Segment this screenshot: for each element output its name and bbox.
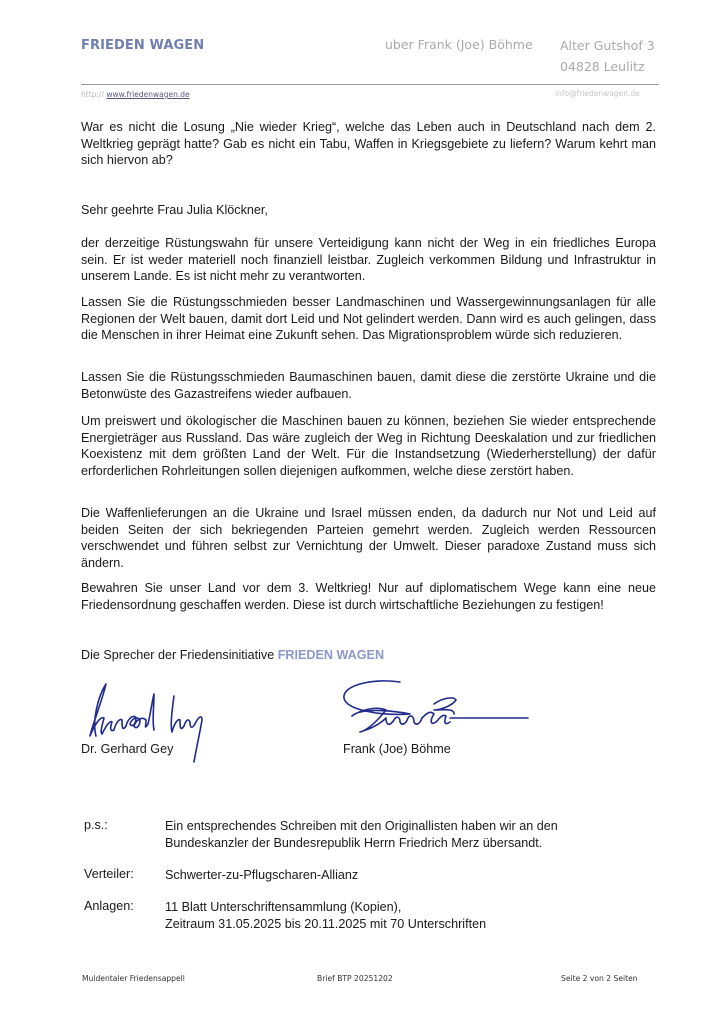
web-prefix: http://: [81, 90, 104, 99]
verteiler-label: Verteiler:: [84, 867, 134, 881]
footer-page-number: Seite 2 von 2 Seiten: [561, 974, 638, 983]
closing-brand: FRIEDEN WAGEN: [277, 648, 385, 662]
ps-line: Bundeskanzler der Bundesrepublik Herrn Friedrich Merz übersandt.: [165, 835, 543, 850]
ps-label: p.s.:: [84, 818, 108, 832]
letterhead-brand: FRIEDEN WAGEN: [81, 38, 205, 53]
anlagen-text: [165, 899, 486, 932]
signatory-name: Dr. Gerhard Gey: [81, 742, 174, 756]
letterhead-address: [560, 35, 655, 77]
closing-line: [81, 647, 656, 664]
footer-left: Muldentaler Friedensappell: [82, 974, 185, 983]
letterhead-divider: [81, 84, 659, 85]
website-line: [81, 90, 190, 99]
body-paragraph: der derzeitige Rüstungswahn für unsere Verteidigung kann nicht der Weg in ein friedliches Europa sein. Er ist weder materiell noch finanziell leistbar. Zugleich verkommen Bildung und Infrastruktur in unserem Lande. Es ist nicht mehr zu verantworten.: [81, 236, 656, 284]
body-paragraph: Bewahren Sie unser Land vor dem 3. Weltkrieg! Nur auf diplomatischem Wege kann eine neue Friedensordnung geschaffen werden. Diese ist durch wirtschaftliche Beziehungen zu festigen!: [81, 581, 656, 612]
signatory-name: Frank (Joe) Böhme: [343, 742, 451, 756]
verteiler-value: Schwerter-zu-Pflugscharen-Allianz: [165, 868, 359, 882]
salutation: Sehr geehrte Frau Julia Klöckner,: [81, 203, 268, 217]
address-city: 04828 Leulitz: [560, 59, 645, 74]
intro-paragraph: War es nicht die Losung „Nie wieder Krieg“, welche das Leben auch in Deutschland nach dem 2. Weltkrieg geprägt hatte? Gab es nicht ein Tabu, Waffen in Kriegsgebiete zu liefern? Warum kehrt man sich hiervon ab?: [81, 120, 656, 168]
ps-line: Ein entsprechendes Schreiben mit den Originallisten haben wir an den: [165, 819, 558, 833]
address-street: Alter Gutshof 3: [560, 38, 655, 53]
body-paragraph: Die Waffenlieferungen an die Ukraine und Israel müssen enden, da dadurch nur Not und Leid auf beiden Seiten der sich bekriegenden Parteien gemehrt werden. Zugleich werden Ressourcen verschwendet und führen selbst zur Vernichtung der Umwelt. Dieser paradoxe Zustand muss sich ändern.: [81, 506, 656, 570]
email-address: info@friedenwagen.de: [555, 89, 640, 98]
anlagen-line: 11 Blatt Unterschriftensammlung (Kopien),: [165, 900, 402, 914]
body-paragraph: Lassen Sie die Rüstungsschmieden Baumaschinen bauen, damit diese die zerstörte Ukraine und die Betonwüste des Gazastreifens wieder aufbauen.: [81, 370, 656, 401]
body-paragraph: Lassen Sie die Rüstungsschmieden besser Landmaschinen und Wassergewinnungsanlagen für alle Regionen der Welt bauen, damit dort Leid und Not gelindert werden. Dann wird es auch gelingen, dass die Menschen in ihrer Heimat eine Zukunft sehen. Das Migrationsproblem würde sich reduzieren.: [81, 295, 656, 343]
ps-text: [165, 818, 558, 851]
footer-center: Brief BTP 20251202: [317, 974, 393, 983]
website-link[interactable]: www.friedenwagen.de: [106, 90, 190, 99]
letterhead-sender: uber Frank (Joe) Böhme: [385, 37, 533, 52]
closing-text: Die Sprecher der Friedensinitiative: [81, 648, 278, 662]
body-paragraph: Um preiswert und ökologischer die Maschinen bauen zu können, beziehen Sie wieder entsprechende Energieträger aus Russland. Das wäre zugleich der Weg in Richtung Deeskalation und zur friedlichen Koexistenz mit dem größten Land der Welt. Für die Instandsetzung (Wiederherstellung) der dafür erforderlichen Rohrleitungen sollen diejenigen aufkommen, welche diese zerstört haben.: [81, 414, 656, 478]
anlagen-line: Zeitraum 31.05.2025 bis 20.11.2025 mit 70 Unterschriften: [165, 916, 487, 931]
signature-frank-boehme: [330, 670, 530, 740]
anlagen-label: Anlagen:: [84, 899, 134, 913]
